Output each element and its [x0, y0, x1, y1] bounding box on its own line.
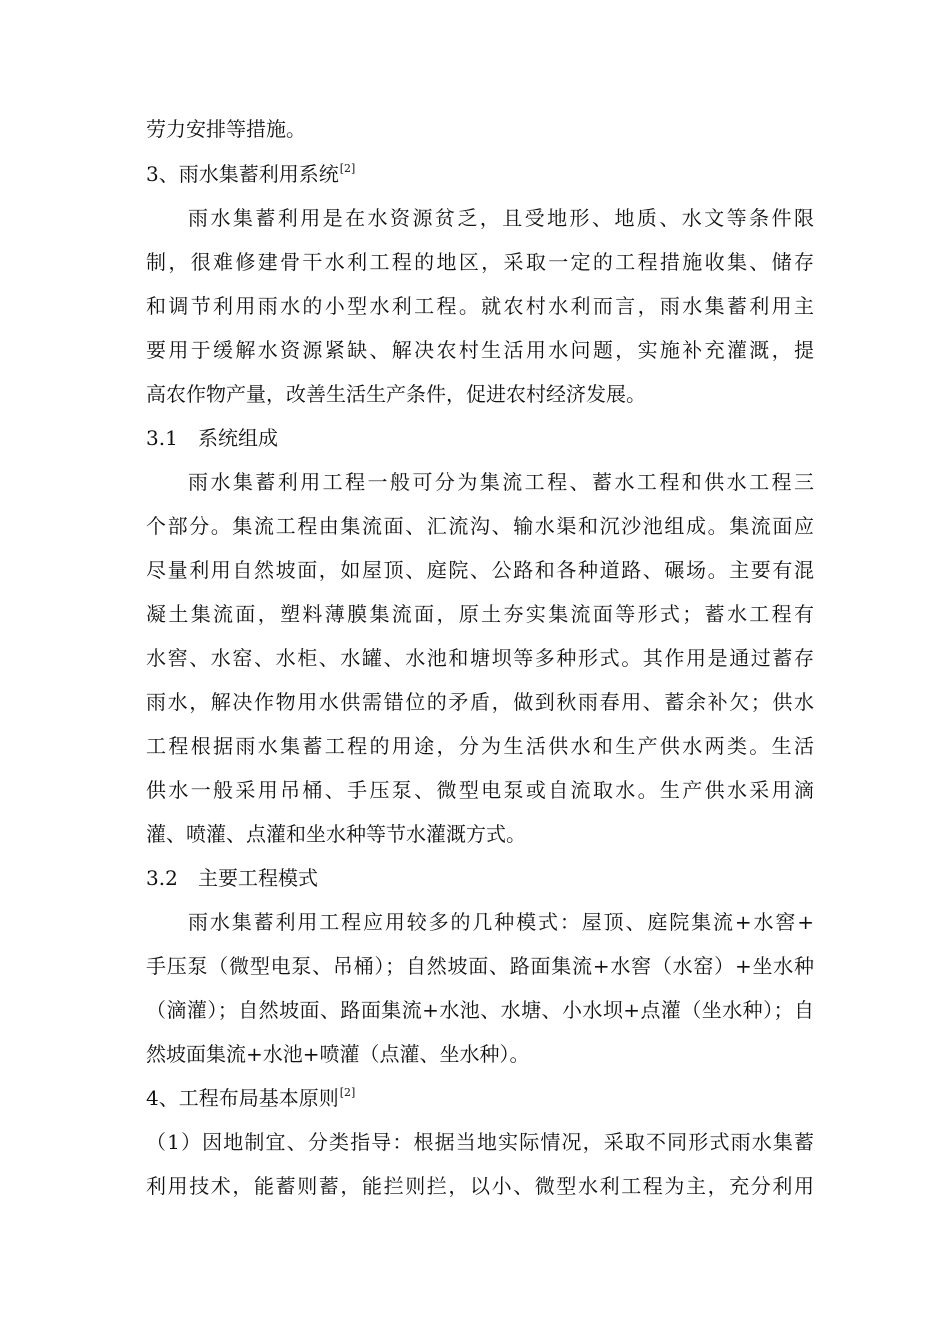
citation-ref: [2]	[339, 162, 356, 175]
paragraph-line: 高农作物产量，改善生活生产条件，促进农村经济发展。	[146, 382, 646, 406]
paragraph-line: 利用技术，能蓄则蓄，能拦则拦，以小、微型水利工程为主，充分利用	[146, 1174, 814, 1198]
paragraph-line: 工程根据雨水集蓄工程的用途，分为生活供水和生产供水两类。生活	[146, 734, 814, 758]
paragraph-line: 雨水集蓄利用工程一般可分为集流工程、蓄水工程和供水工程三	[188, 470, 814, 494]
paragraph-line: （滴灌）；自然坡面、路面集流+水池、水塘、小水坝+点灌（坐水种）；自	[146, 998, 814, 1022]
paragraph-line: 雨水集蓄利用是在水资源贫乏，且受地形、地质、水文等条件限	[188, 206, 814, 230]
paragraph-line: 雨水，解决作物用水供需错位的矛盾，做到秋雨春用、蓄余补欠；供水	[146, 690, 814, 714]
heading-text: 系统组成	[198, 426, 278, 450]
heading-text: 主要工程模式	[198, 866, 318, 890]
section-heading	[146, 154, 814, 194]
paragraph-line: 供水一般采用吊桶、手压泵、微型电泵或自流取水。生产供水采用滴	[146, 778, 814, 802]
paragraph-line: 要用于缓解水资源紧缺、解决农村生活用水问题，实施补充灌溉，提	[146, 338, 814, 362]
paragraph-line: 灌、喷灌、点灌和坐水种等节水灌溉方式。	[146, 822, 526, 846]
paragraph-line: 手压泵（微型电泵、吊桶）；自然坡面、路面集流+水窖（水窑）+坐水种	[146, 954, 814, 978]
paragraph-line: 制，很难修建骨干水利工程的地区，采取一定的工程措施收集、储存	[146, 250, 814, 274]
subsection-heading	[146, 418, 814, 458]
paragraph-line: 个部分。集流工程由集流面、汇流沟、输水渠和沉沙池组成。集流面应	[146, 514, 814, 538]
paragraph-line: 凝土集流面，塑料薄膜集流面，原土夯实集流面等形式；蓄水工程有	[146, 602, 814, 626]
paragraph-line: 尽量利用自然坡面，如屋顶、庭院、公路和各种道路、碾场。主要有混	[146, 558, 814, 582]
paragraph-line: （1）因地制宜、分类指导：根据当地实际情况，采取不同形式雨水集蓄	[146, 1130, 814, 1154]
paragraph-line: 然坡面集流+水池+喷灌（点灌、坐水种）。	[146, 1042, 530, 1066]
section-heading	[146, 1078, 814, 1118]
heading-text: 3、雨水集蓄利用系统	[146, 162, 339, 186]
paragraph-line: 劳力安排等措施。	[146, 117, 306, 141]
subsection-heading	[146, 858, 814, 898]
heading-number: 3.1	[146, 426, 178, 450]
heading-text: 4、工程布局基本原则	[146, 1086, 339, 1110]
heading-number: 3.2	[146, 866, 178, 890]
citation-ref: [2]	[339, 1086, 356, 1099]
paragraph-line: 和调节利用雨水的小型水利工程。就农村水利而言，雨水集蓄利用主	[146, 294, 814, 318]
paragraph-line: 雨水集蓄利用工程应用较多的几种模式：屋顶、庭院集流+水窖+	[188, 910, 814, 934]
paragraph-line: 水窖、水窑、水柜、水罐、水池和塘坝等多种形式。其作用是通过蓄存	[146, 646, 814, 670]
